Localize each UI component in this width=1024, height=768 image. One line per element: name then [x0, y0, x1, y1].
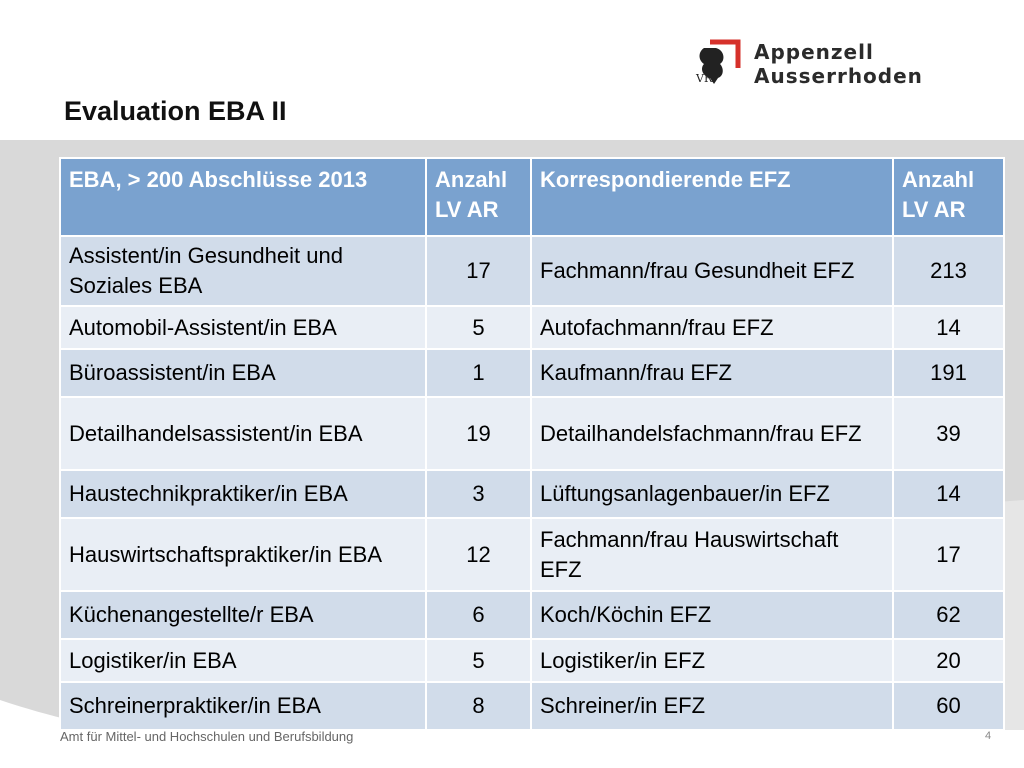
efz-cell: Koch/Köchin EFZ	[531, 591, 893, 639]
table-row	[60, 470, 1004, 518]
eba-cell: Hauswirtschaftspraktiker/in EBA	[60, 518, 426, 591]
efz-cell: Autofachmann/frau EFZ	[531, 306, 893, 349]
logo	[690, 38, 1000, 90]
efz-count-cell: 39	[893, 397, 1004, 470]
efz-count-cell: 213	[893, 236, 1004, 306]
efz-cell: Kaufmann/frau EFZ	[531, 349, 893, 397]
efz-cell: Fachmann/frau Hauswirtschaft EFZ	[531, 518, 893, 591]
logo-initial-v: VR	[696, 72, 713, 85]
table-header-row	[60, 158, 1004, 236]
efz-cell: Logistiker/in EFZ	[531, 639, 893, 682]
efz-cell: Lüftungsanlagenbauer/in EFZ	[531, 470, 893, 518]
table-row	[60, 591, 1004, 639]
efz-count-cell: 191	[893, 349, 1004, 397]
eba-count-cell: 3	[426, 470, 531, 518]
efz-count-cell: 60	[893, 682, 1004, 730]
eba-cell: Büroassistent/in EBA	[60, 349, 426, 397]
eba-count-cell: 5	[426, 306, 531, 349]
efz-cell: Schreiner/in EFZ	[531, 682, 893, 730]
footer-text: Amt für Mittel- und Hochschulen und Berufsbildung	[60, 729, 354, 744]
eba-count-cell: 12	[426, 518, 531, 591]
efz-count-cell: 20	[893, 639, 1004, 682]
table-row	[60, 639, 1004, 682]
table-row	[60, 682, 1004, 730]
eba-count-cell: 5	[426, 639, 531, 682]
header-efz: Korrespondierende EFZ	[531, 158, 893, 236]
eba-count-cell: 6	[426, 591, 531, 639]
table-row	[60, 306, 1004, 349]
eba-cell: Automobil-Assistent/in EBA	[60, 306, 426, 349]
eba-cell: Schreinerpraktiker/in EBA	[60, 682, 426, 730]
efz-cell: Detailhandelsfachmann/frau EFZ	[531, 397, 893, 470]
eba-count-cell: 1	[426, 349, 531, 397]
page-number: 4	[985, 730, 992, 742]
header-eba: EBA, > 200 Abschlüsse 2013	[60, 158, 426, 236]
eba-count-cell: 19	[426, 397, 531, 470]
eba-cell: Haustechnikpraktiker/in EBA	[60, 470, 426, 518]
header-anzahl-eba: Anzahl LV AR	[426, 158, 531, 236]
efz-count-cell: 14	[893, 470, 1004, 518]
efz-count-cell: 62	[893, 591, 1004, 639]
table-row	[60, 397, 1004, 470]
evaluation-table	[59, 157, 1005, 731]
header-anzahl-efz: Anzahl LV AR	[893, 158, 1004, 236]
efz-count-cell: 17	[893, 518, 1004, 591]
table-row	[60, 349, 1004, 397]
efz-count-cell: 14	[893, 306, 1004, 349]
eba-cell: Küchenangestellte/r EBA	[60, 591, 426, 639]
eba-cell: Assistent/in Gesundheit und Soziales EBA	[60, 236, 426, 306]
efz-cell: Fachmann/frau Gesundheit EFZ	[531, 236, 893, 306]
table-row	[60, 236, 1004, 306]
eba-cell: Logistiker/in EBA	[60, 639, 426, 682]
page-title: Evaluation EBA II	[64, 96, 287, 126]
eba-count-cell: 8	[426, 682, 531, 730]
table-row	[60, 518, 1004, 591]
logo-text: Appenzell Ausserrhoden	[754, 40, 923, 88]
eba-count-cell: 17	[426, 236, 531, 306]
coat-of-arms-icon	[690, 38, 746, 90]
eba-cell: Detailhandelsassistent/in EBA	[60, 397, 426, 470]
